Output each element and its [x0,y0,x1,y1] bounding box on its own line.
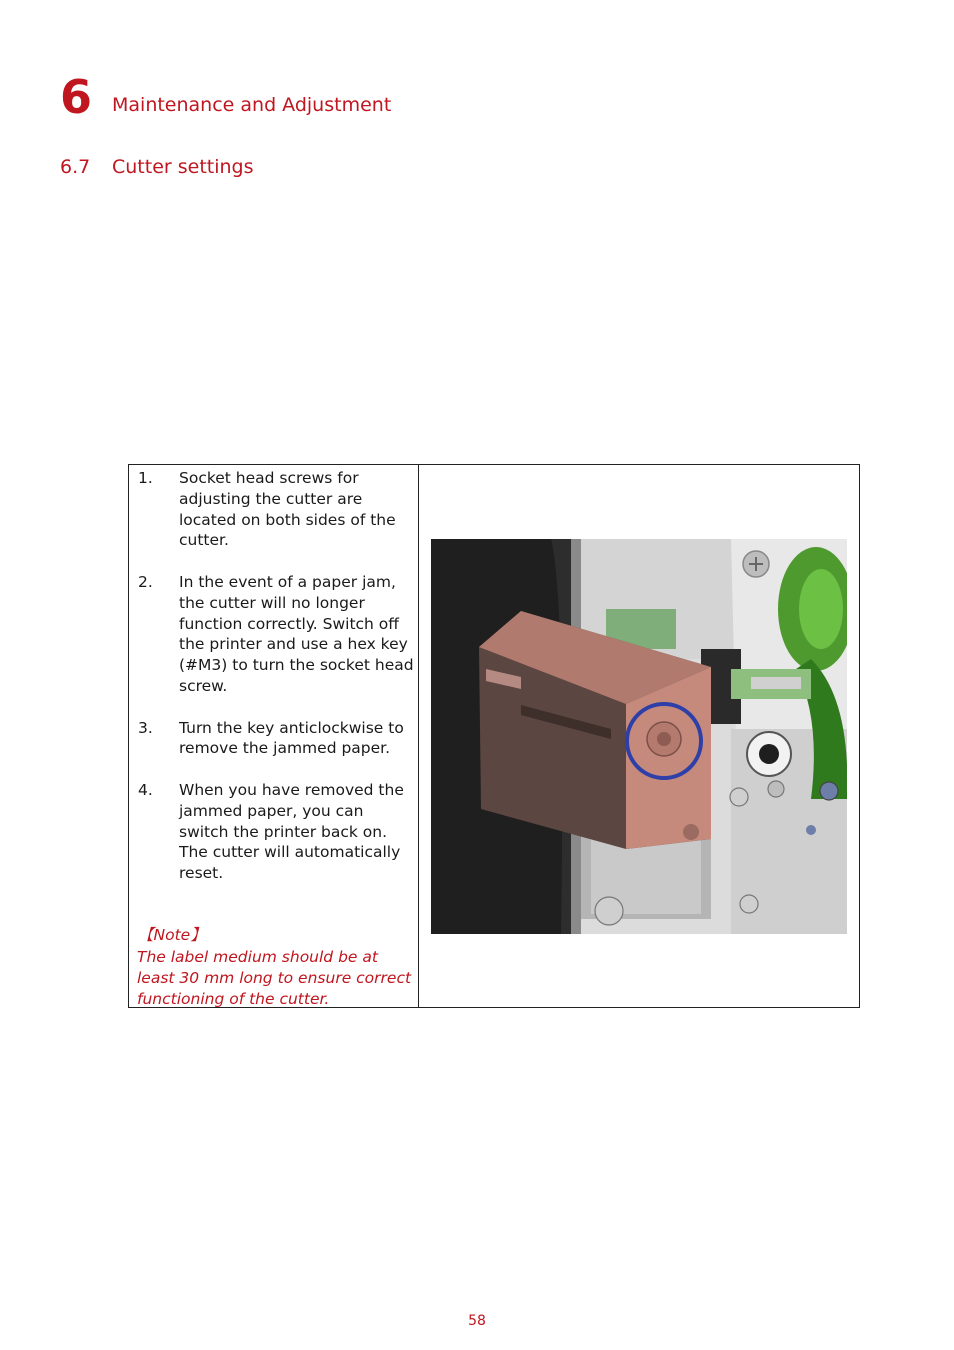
instruction-table [128,464,860,1008]
page-number: 58 [468,1313,486,1329]
section-number: 6.7 [60,156,91,178]
step-text: Socket head screws for adjusting the cutter are located on both sides of the cutter. [179,469,396,550]
chapter-title: Maintenance and Adjustment [112,94,392,116]
step-text: When you have removed the jammed paper, you can switch the printer back on. The cutter will automatically reset. [179,780,404,883]
step-item [138,468,414,551]
step-number: 2. [138,572,153,591]
note-heading: 【Note】 [138,926,206,944]
step-number: 3. [138,718,153,737]
step-text: In the event of a paper jam, the cutter will no longer function correctly. Switch off the printer and use a hex key (#M3) to turn the socket head screw. [179,572,414,695]
cutter-illustration [431,539,847,934]
step-item [138,572,414,697]
step-number: 1. [138,469,153,487]
step-number: 4. [138,780,153,799]
step-item [138,718,414,760]
column-divider [418,465,419,1007]
section-title: Cutter settings [112,156,254,178]
step-list [138,468,414,905]
chapter-number: 6 [60,70,93,124]
step-text: Turn the key anticlockwise to remove the jammed paper. [179,718,404,758]
step-item [138,780,414,884]
note-text: The label medium should be at least 30 mm long to ensure correct functioning of the cutter. [137,948,412,1008]
